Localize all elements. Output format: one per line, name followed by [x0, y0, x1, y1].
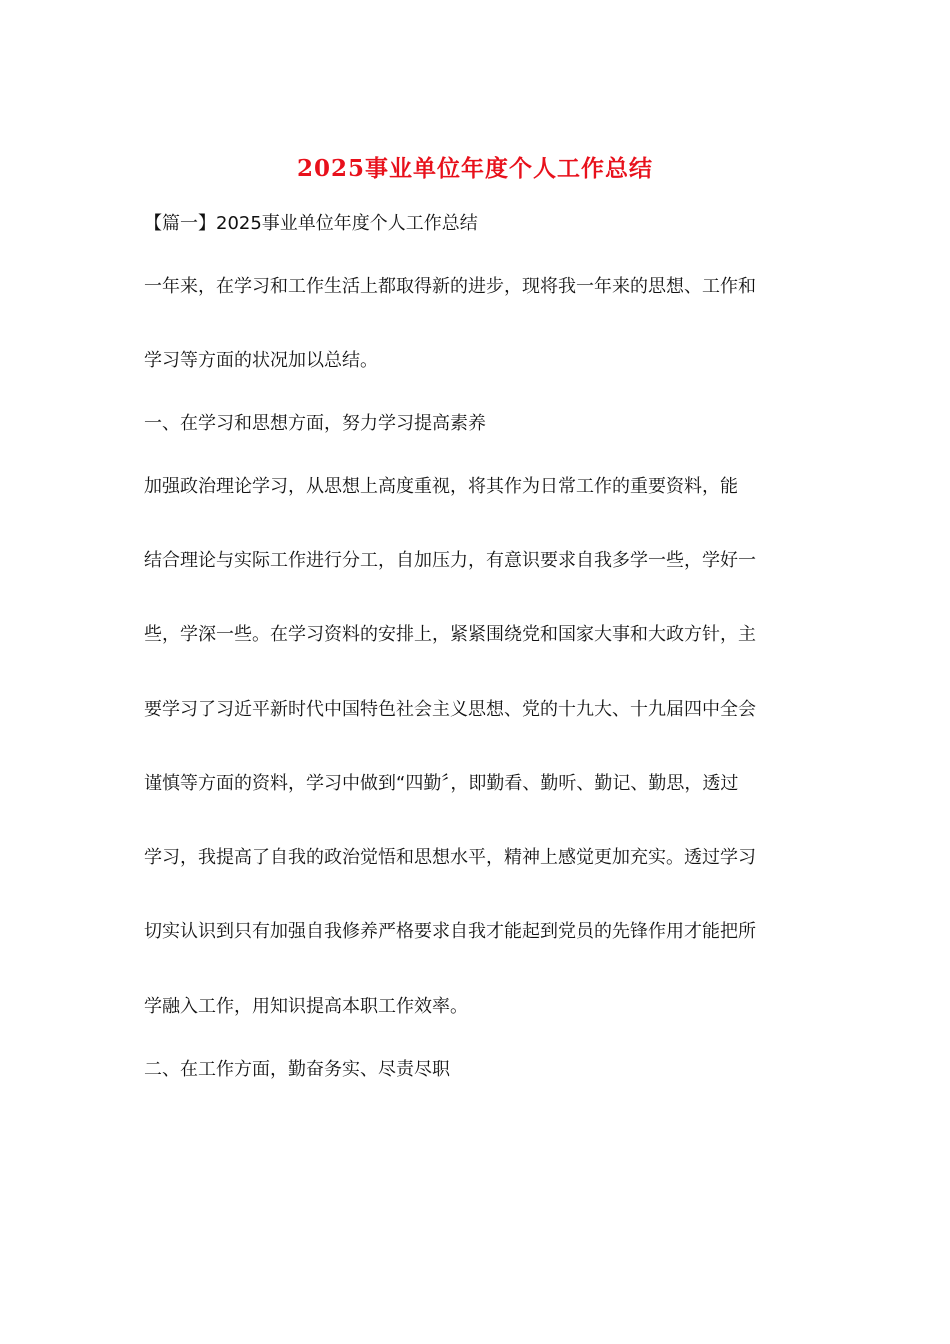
section-heading-2: 二、在工作方面，勤奋务实、尽责尽职: [144, 1059, 450, 1080]
paragraph-line: 加强政治理论学习，从思想上高度重视，将其作为日常工作的重要资料，能: [144, 476, 738, 497]
paragraph-line: 学习，我提高了自我的政治觉悟和思想水平，精神上感觉更加充实。透过学习: [144, 847, 756, 868]
paragraph-line: 一年来，在学习和工作生活上都取得新的进步，现将我一年来的思想、工作和: [144, 276, 756, 297]
paragraph-line: 些，学深一些。在学习资料的安排上，紧紧围绕党和国家大事和大政方针，主: [144, 624, 756, 645]
section-heading: 【篇一】2025事业单位年度个人工作总结: [144, 213, 478, 234]
paragraph-line: 学习等方面的状况加以总结。: [144, 350, 378, 371]
document-title: 2025事业单位年度个人工作总结: [296, 155, 653, 182]
paragraph-line: 学融入工作，用知识提高本职工作效率。: [144, 996, 468, 1017]
paragraph-line: 谨慎等方面的资料，学习中做到“四勤〞，即勤看、勤听、勤记、勤思，透过: [144, 773, 739, 794]
paragraph-line: 结合理论与实际工作进行分工，自加压力，有意识要求自我多学一些，学好一: [144, 550, 756, 571]
paragraph-line: 要学习了习近平新时代中国特色社会主义思想、党的十九大、十九届四中全会: [144, 699, 756, 720]
section-heading-1: 一、在学习和思想方面，努力学习提高素养: [144, 413, 486, 434]
paragraph-line: 切实认识到只有加强自我修养严格要求自我才能起到党员的先锋作用才能把所: [144, 921, 756, 942]
